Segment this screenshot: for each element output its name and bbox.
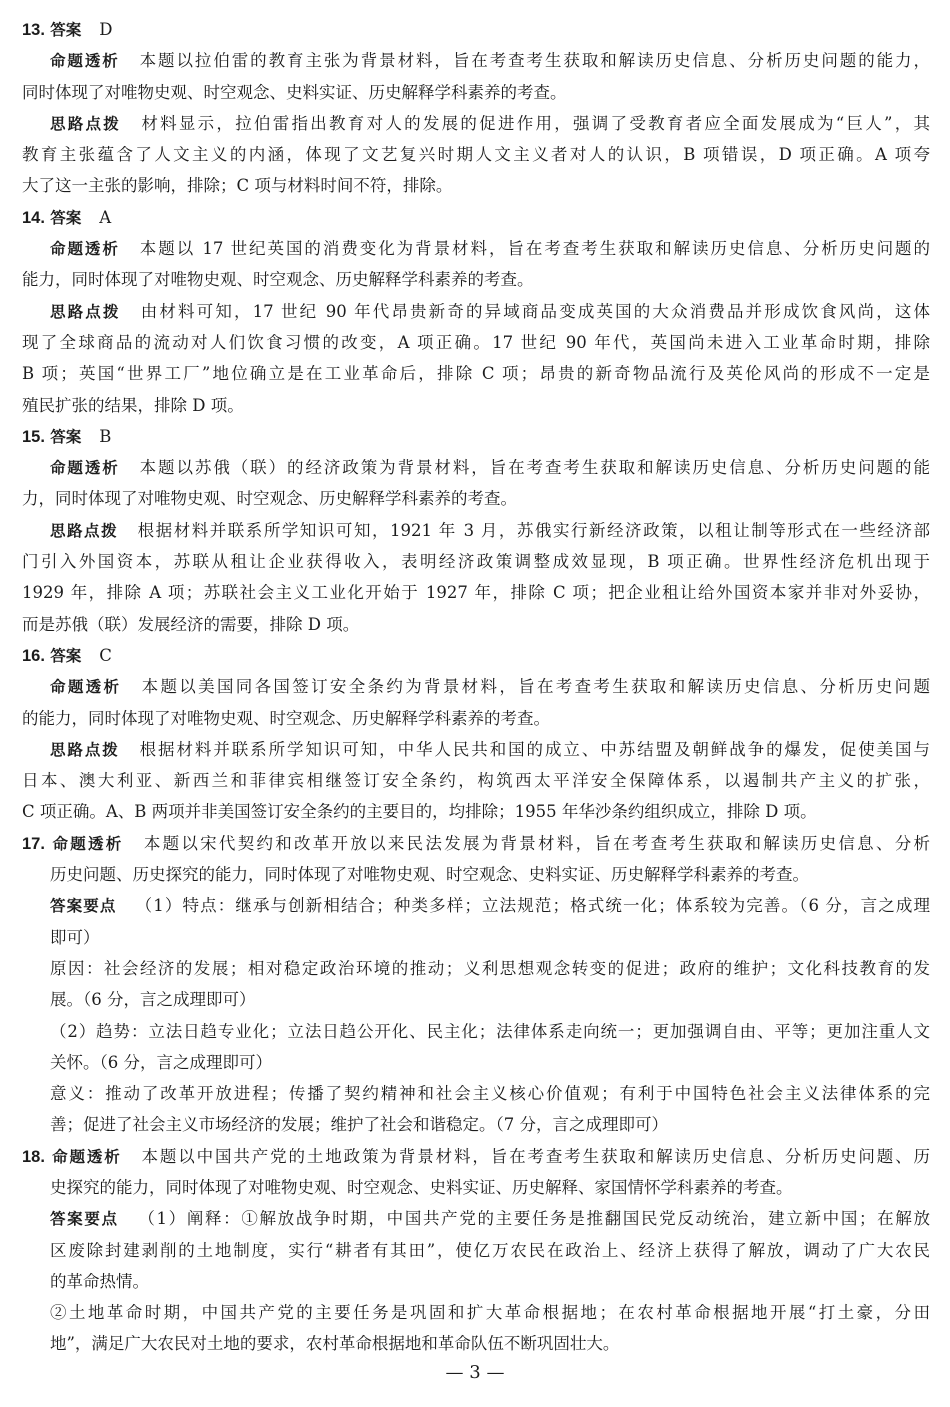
intent-label: 命题透析	[50, 240, 120, 259]
q15-header	[22, 421, 930, 452]
intent-label: 命题透析	[50, 459, 120, 478]
q18-intent-line: 史探究的能力，同时体现了对唯物史观、时空观念、史料实证、历史解释、家国情怀学科素养的考查。	[50, 1177, 793, 1197]
question-number: 18.	[22, 1147, 45, 1166]
intent-label: 命题透析	[52, 1147, 122, 1166]
q17-key-line: 展。（6 分，言之成理即可）	[50, 990, 256, 1010]
key-points-label: 答案要点	[50, 897, 117, 916]
q18-intent-line: 18. 命题透析 本题以中国共产党的土地政策为背景材料，旨在考查考生获取和解读历史信息、分析历史问题、历	[22, 1146, 930, 1166]
q13-intent-line: 同时体现了对唯物史观、时空观念、史料实证、历史解释学科素养的考查。	[22, 82, 567, 102]
question-number: 16.	[22, 646, 45, 665]
thinking-label: 思路点拨	[50, 521, 119, 540]
q17-intent-line: 历史问题、历史探究的能力，同时体现了对唯物史观、时空观念、史料实证、历史解释学科素养的考查。	[50, 865, 809, 885]
q18-key-line: 地”，满足广大农民对土地的要求，农村革命根据地和革命队伍不断巩固壮大。	[50, 1334, 620, 1354]
q15-thinking-line: 而是苏俄（联）发展经济的需要，排除 D 项。	[22, 614, 360, 634]
question-number: 14.	[22, 208, 45, 227]
thinking-label: 思路点拨	[50, 302, 121, 321]
answer-value: A	[99, 207, 112, 227]
key-points-label: 答案要点	[50, 1210, 119, 1229]
q16-thinking-line: 日本、澳大利亚、新西兰和菲律宾相继签订安全条约，构筑西太平洋安全保障体系，以遏制共产主义的扩张，	[22, 771, 930, 791]
question-number: 13.	[22, 21, 45, 39]
q15-thinking-line: 思路点拨 根据材料并联系所学知识可知，1921 年 3 月，苏俄实行新经济政策，以租让制等形式在一些经济部	[50, 520, 930, 540]
intent-label: 命题透析	[52, 834, 124, 853]
answer-value: B	[99, 426, 112, 446]
thinking-label: 思路点拨	[50, 740, 120, 759]
question-number: 17.	[22, 834, 45, 853]
q16-intent-line: 的能力，同时体现了对唯物史观、时空观念、历史解释学科素养的考查。	[22, 708, 550, 728]
q18-key-line: 的革命热情。	[50, 1271, 149, 1291]
q18-key-line: 区废除封建剥削的土地制度，实行“耕者有其田”，使亿万农民在政治上、经济上获得了解放，调动了广大农民	[50, 1240, 930, 1260]
answer-label: 答案	[50, 646, 82, 665]
answer-page	[22, 14, 930, 1360]
q17-key-line: （2）趋势：立法日趋专业化；立法日趋公开化、民主化；法律体系走向统一；更加强调自由、平等；更加注重人文	[50, 1021, 930, 1041]
q17-key-line: 意义：推动了改革开放进程；传播了契约精神和社会主义核心价值观；有利于中国特色社会主义法律体系的完	[50, 1084, 930, 1104]
q13-thinking-line: 思路点拨 材料显示，拉伯雷指出教育对人的发展的促进作用，强调了受教育者应全面发展成为“巨人”，其	[50, 113, 930, 133]
intent-label: 命题透析	[50, 678, 122, 697]
thinking-label: 思路点拨	[50, 114, 122, 133]
answer-label: 答案	[50, 21, 82, 39]
q15-intent-line: 命题透析 本题以苏俄（联）的经济政策为背景材料，旨在考查考生获取和解读历史信息、分析历史问题的能	[50, 458, 930, 478]
q15-thinking-line: 1929 年，排除 A 项；苏联社会主义工业化开始于 1927 年，排除 C 项；把企业租让给外国资本家并非对外妥协，	[22, 583, 930, 603]
q14-thinking-line: 现了全球商品的流动对人们饮食习惯的改变，A 项正确。17 世纪 90 年代，英国尚未进入工业革命时期，排除	[22, 332, 930, 352]
q17-intent-line: 17. 命题透析 本题以宋代契约和改革开放以来民法发展为背景材料，旨在考查考生获取和解读历史信息、分析	[22, 833, 930, 853]
answer-value: D	[99, 20, 113, 39]
q16-intent-line: 命题透析 本题以美国同各国签订安全条约为背景材料，旨在考查考生获取和解读历史信息、分析历史问题	[50, 677, 930, 697]
q18-key-line: ②土地革命时期，中国共产党的主要任务是巩固和扩大革命根据地；在农村革命根据地开展“打土豪，分田	[50, 1303, 930, 1323]
q14-thinking-line: 殖民扩张的结果，排除 D 项。	[22, 395, 244, 415]
page-number: — 3 —	[445, 1362, 505, 1383]
answer-value: C	[99, 645, 112, 665]
q14-thinking-line: B 项；英国“世界工厂”地位确立是在工业革命后，排除 C 项；昂贵的新奇物品流行及英伦风尚的形成不一定是	[22, 364, 930, 384]
q17-key-line: 答案要点 （1）特点：继承与创新相结合；种类多样；立法规范；格式统一化；体系较为完善。（6 分，言之成理	[50, 896, 930, 916]
q18-key-line: 答案要点 （1）阐释：①解放战争时期，中国共产党的主要任务是推翻国民党反动统治，建立新中国；在解放	[50, 1209, 930, 1229]
q13-header	[22, 14, 930, 45]
q17-key-line: 关怀。（6 分，言之成理即可）	[50, 1052, 272, 1072]
q16-header	[22, 640, 930, 671]
q15-thinking-line: 门引入外国资本，苏联从租让企业获得收入，表明经济政策调整成效显现，B 项正确。世界性经济危机出现于	[22, 552, 930, 572]
q17-key-line: 即可）	[50, 927, 100, 947]
q15-intent-line: 力，同时体现了对唯物史观、时空观念、历史解释学科素养的考查。	[22, 489, 517, 509]
q17-key-line: 原因：社会经济的发展；相对稳定政治环境的推动；义利思想观念转变的促进；政府的维护；文化科技教育的发	[50, 958, 930, 978]
question-number: 15.	[22, 427, 45, 446]
answer-label: 答案	[50, 208, 82, 227]
q13-thinking-line: 教育主张蕴含了人文主义的内涵，体现了文艺复兴时期人文主义者对人的认识，B 项错误，D 项正确。A 项夸	[22, 145, 930, 165]
intent-label: 命题透析	[50, 52, 120, 71]
q13-intent-line: 命题透析 本题以拉伯雷的教育主张为背景材料，旨在考查考生获取和解读历史信息、分析历史问题的能力，	[50, 51, 930, 71]
q14-intent-line: 能力，同时体现了对唯物史观、时空观念、历史解释学科素养的考查。	[22, 270, 534, 290]
q17-key-line: 善；促进了社会主义市场经济的发展；维护了社会和谐稳定。（7 分，言之成理即可）	[50, 1115, 668, 1135]
answer-label: 答案	[50, 427, 82, 446]
q14-header	[22, 202, 930, 233]
q14-intent-line: 命题透析 本题以 17 世纪英国的消费变化为背景材料，旨在考查考生获取和解读历史信息、分析历史问题的	[50, 239, 930, 259]
q14-thinking-line: 思路点拨 由材料可知，17 世纪 90 年代昂贵新奇的异域商品变成英国的大众消费品并形成饮食风尚，这体	[50, 301, 930, 321]
q13-thinking-line: 大了这一主张的影响，排除；C 项与材料时间不符，排除。	[22, 176, 453, 196]
q16-thinking-line: C 项正确。A、B 两项并非美国签订安全条约的主要目的，均排除；1955 年华沙条约组织成立，排除 D 项。	[22, 802, 817, 822]
q16-thinking-line: 思路点拨 根据材料并联系所学知识可知，中华人民共和国的成立、中苏结盟及朝鲜战争的爆发，促使美国与	[50, 739, 930, 759]
